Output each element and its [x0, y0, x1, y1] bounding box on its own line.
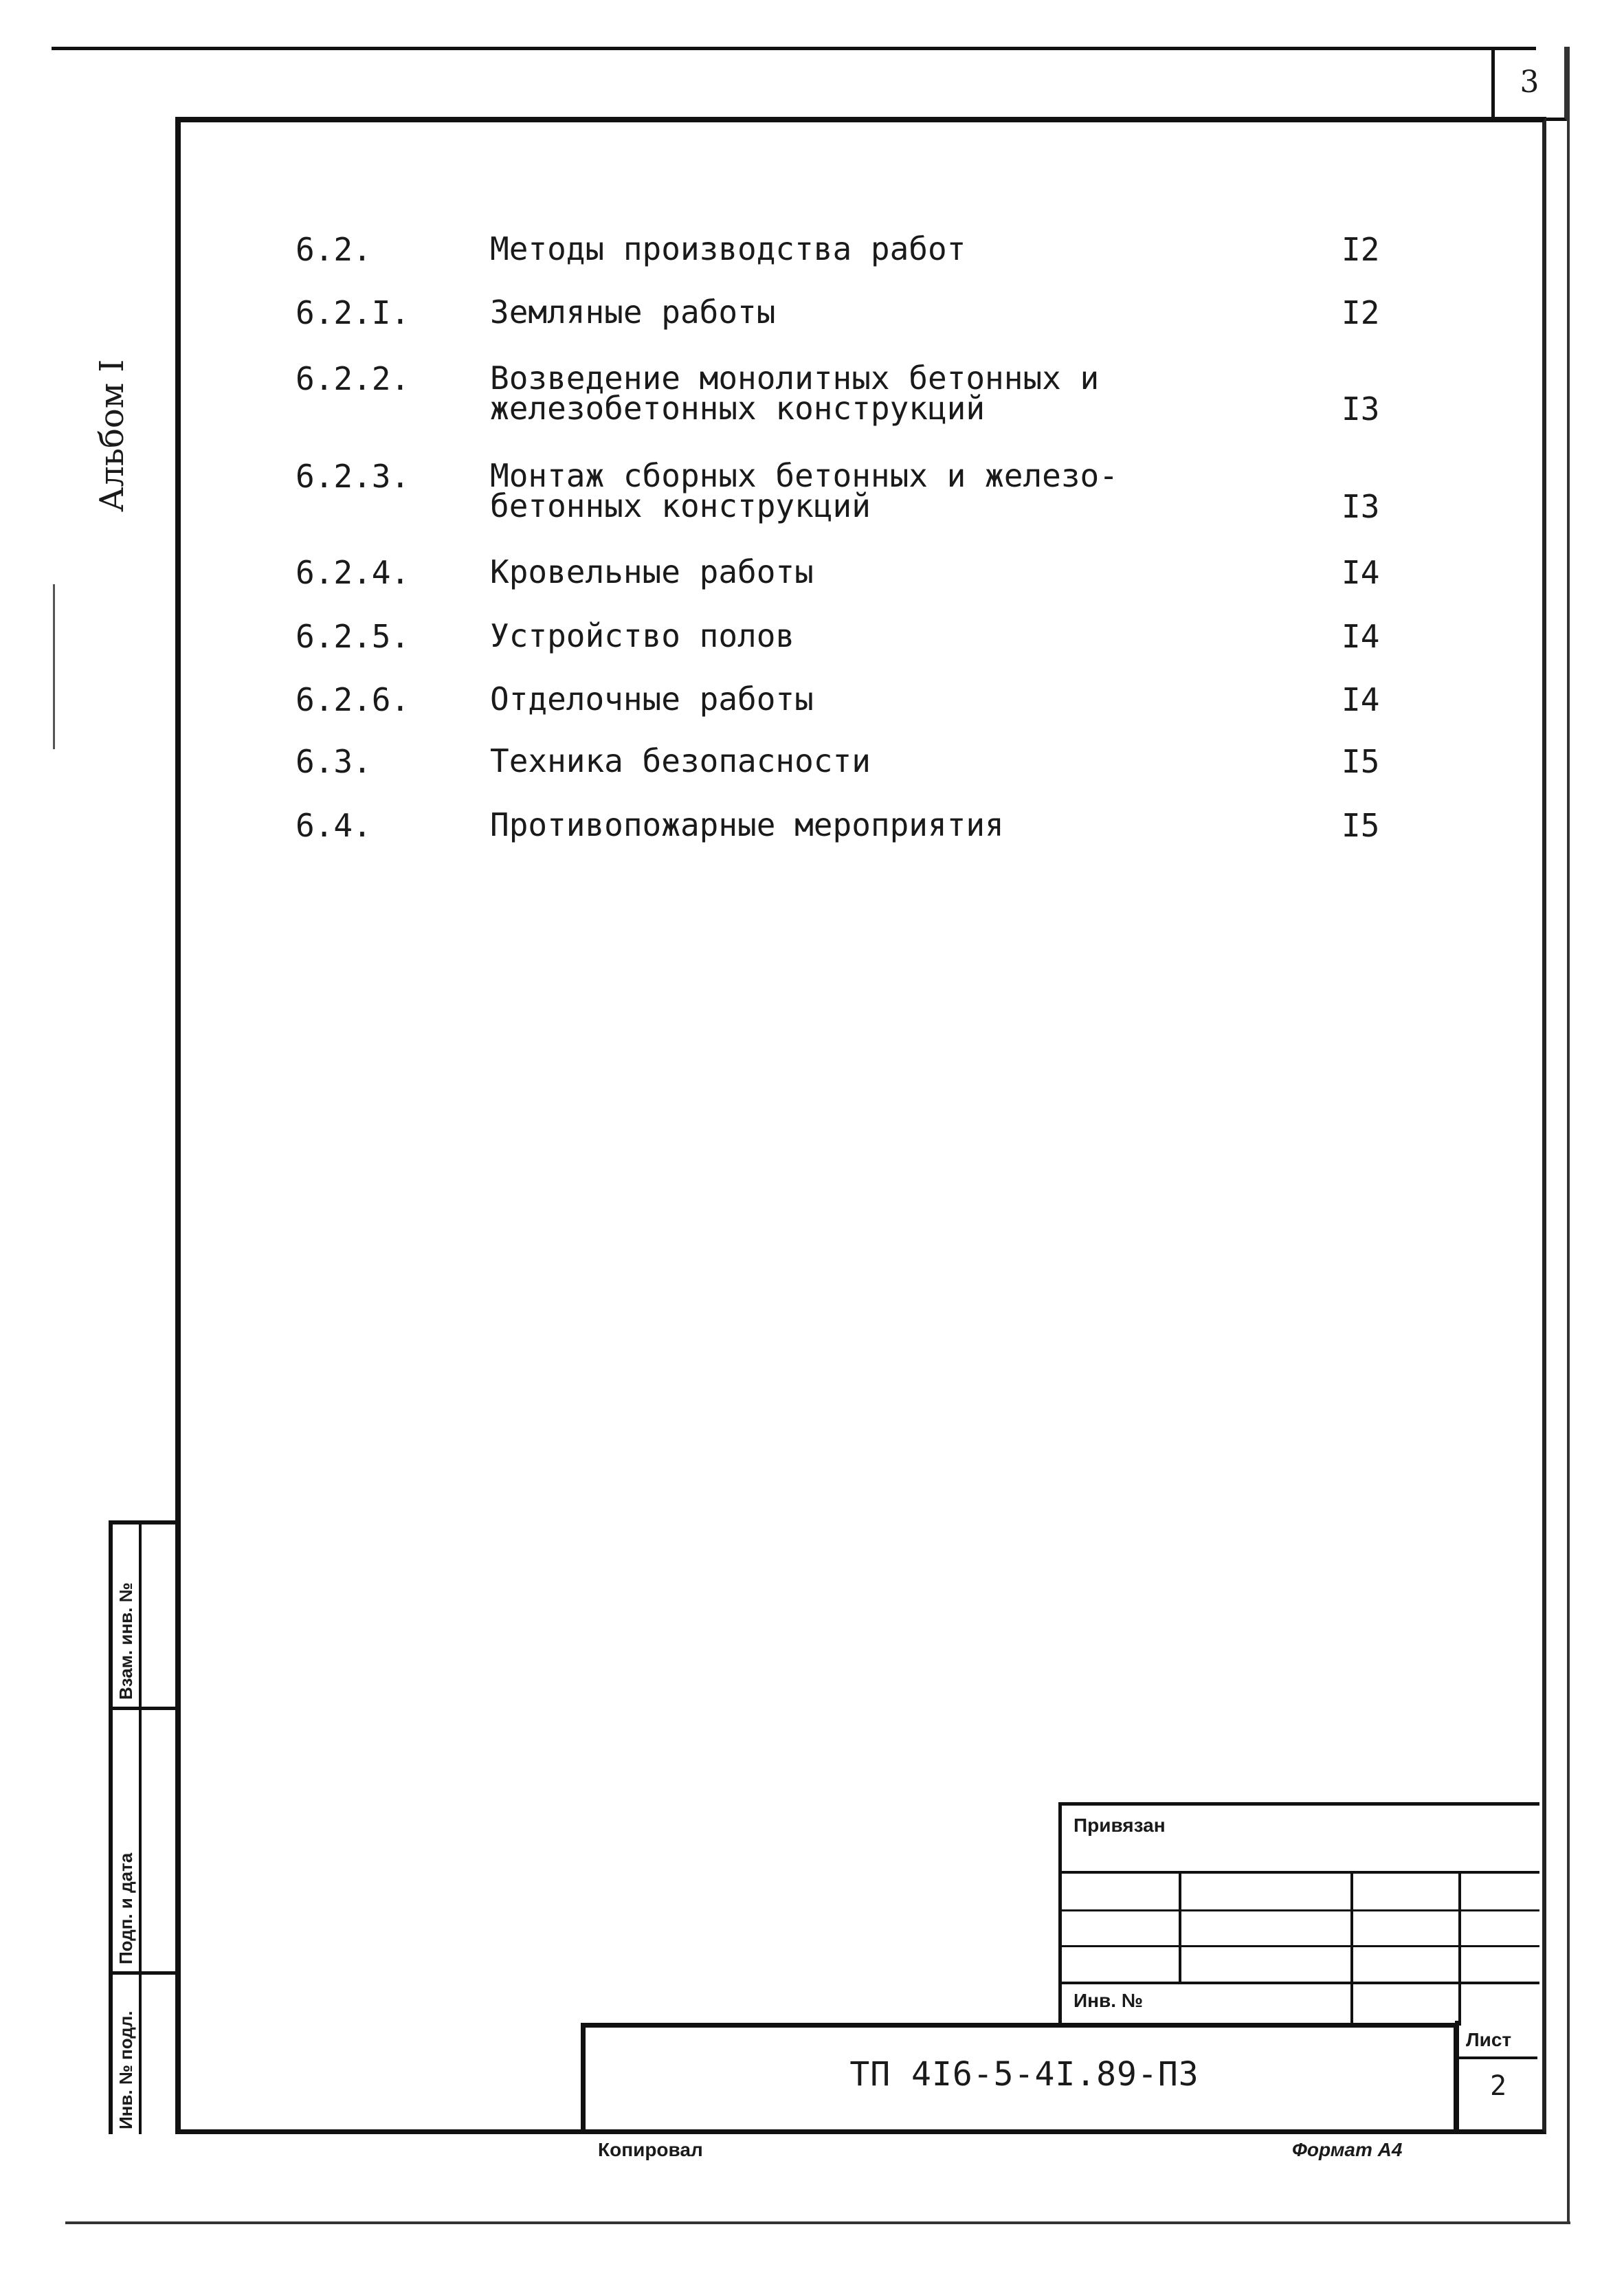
toc-row [296, 359, 1409, 428]
toc-page: I3 [1342, 390, 1380, 428]
album-divider [53, 584, 55, 749]
format-label: Формат А4 [1292, 2139, 1403, 2160]
binding-col-line [1179, 1871, 1181, 1984]
toc-title: Противопожарные мероприятия [490, 806, 1004, 843]
toc-number: 6.2.I. [296, 294, 410, 331]
sheet-number: 2 [1490, 2070, 1507, 2102]
stamp-divider [113, 1707, 181, 1710]
toc-page: I3 [1342, 488, 1380, 525]
stamp-label-podp: Подп. и дата [115, 1852, 136, 1964]
inventory-label: Инв. № [1074, 1990, 1144, 2011]
toc-number: 6.4. [296, 807, 372, 844]
bottom-border-line [65, 2221, 1570, 2224]
toc-title: Монтаж сборных бетонных и железо- бетонных конструкций [490, 457, 1118, 524]
stamp-inner-line [139, 1524, 142, 2134]
stamp-label-inv: Инв. № подл. [115, 2010, 136, 2129]
toc-row [296, 680, 1409, 746]
binding-row-line [1058, 1909, 1539, 1911]
toc-page: I2 [1342, 231, 1380, 268]
binding-top-line [1058, 1802, 1539, 1806]
copied-by-label: Копировал [598, 2139, 703, 2160]
title-block [581, 2023, 1458, 2133]
right-border-line [1567, 47, 1570, 2224]
toc-page: I2 [1342, 294, 1380, 331]
binding-col-line [1350, 1871, 1353, 2026]
binding-row-line [1058, 1945, 1539, 1947]
toc-row [296, 742, 1409, 808]
binding-label: Привязан [1074, 1815, 1166, 1836]
binding-left-line [1058, 1802, 1062, 2026]
toc-title: Устройство полов [490, 617, 795, 654]
sheet-label: Лист [1466, 2029, 1512, 2050]
toc-title: Отделочные работы [490, 680, 814, 718]
toc-page: I4 [1342, 554, 1380, 591]
toc-number: 6.2.6. [296, 681, 410, 718]
toc-number: 6.2.2. [296, 360, 410, 397]
toc-title: Возведение монолитных бетонных и железобетонных конструкций [490, 359, 1100, 427]
toc-number: 6.2.3. [296, 458, 410, 495]
toc-title: Методы производства работ [490, 230, 966, 267]
toc-number: 6.2. [296, 231, 372, 268]
binding-col-line [1458, 1871, 1461, 2026]
toc-title: Техника безопасности [490, 742, 871, 779]
toc-page: I5 [1342, 807, 1380, 844]
toc-number: 6.3. [296, 743, 372, 780]
stamp-column [109, 1520, 181, 2134]
toc-row [296, 293, 1409, 359]
toc-page: I5 [1342, 743, 1380, 780]
toc-row [296, 230, 1409, 296]
toc-number: 6.2.5. [296, 618, 410, 655]
album-label: Альбом I [93, 359, 131, 512]
toc-page: I4 [1342, 618, 1380, 655]
toc-number: 6.2.4. [296, 554, 410, 591]
page-number: 3 [1491, 47, 1567, 121]
toc-row [296, 806, 1409, 872]
binding-row-line [1058, 1871, 1539, 1874]
document-code: ТП 4I6-5-4I.89-ПЗ [849, 2055, 1199, 2094]
toc-row [296, 617, 1409, 683]
stamp-label-vzam: Взам. инв. № [115, 1582, 136, 1700]
top-border-line [52, 47, 1536, 50]
toc-row [296, 457, 1409, 525]
toc-title: Кровельные работы [490, 553, 814, 590]
stamp-divider [113, 1971, 181, 1975]
toc-row [296, 553, 1409, 619]
toc-title: Земляные работы [490, 293, 776, 331]
toc-page: I4 [1342, 681, 1380, 718]
sheet-cell [1455, 2021, 1537, 2134]
sheet-cell-divider [1459, 2056, 1537, 2059]
binding-row-line [1058, 1982, 1539, 1984]
